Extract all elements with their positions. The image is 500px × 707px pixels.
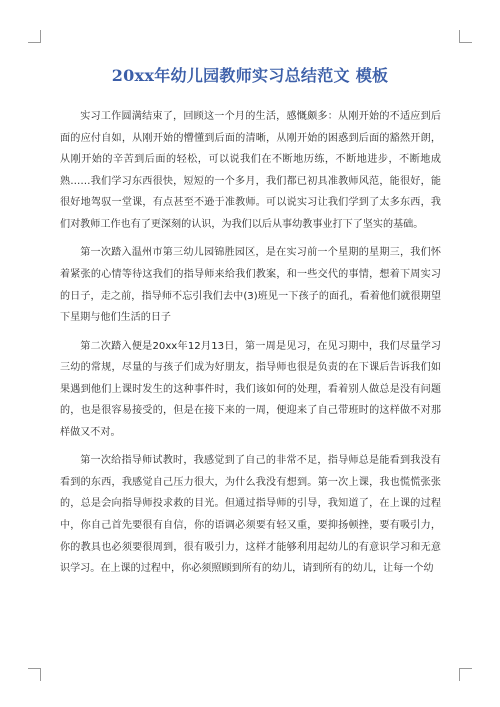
crop-mark-top-left bbox=[28, 30, 41, 43]
paragraph: 实习工作圆满结束了，回顾这一个月的生活，感慨颇多：从刚开始的不适应到后面的应付自如，从刚开始的懵懂到后面的清晰，从刚开始的困惑到后面的豁然开朗，从刚开始的辛苦到后面的轻松，可以说我们在不断地历练，不断地进步，不断地成熟……我们学习东西很快，短短的一个多月，我们都已初具准教师风范，能很好，能很好地驾驭一堂课，有点甚至不逊于准教师。可以说实习让我们学到了太多东西，我们对教师工作也有了更深刻的认识，为我们以后从事幼教事业打下了坚实的基础。 bbox=[60, 111, 441, 230]
paragraph: 第一次给指导师试教时，我感觉到了自己的非常不足，指导师总是能看到我没有看到的东西，我感觉自己压力很大，为什么我没有想到。第一次上课，我也慌慌张张的，总是会向指导师投求救的目光。但通过指导师的引导，我知道了，在上课的过程中，你自己首先要很有自信，你的语调必须要有轻又重，要抑扬顿挫，要有吸引力，你的教具也必须要很周到，很有吸引力，这样才能够利用起幼儿的有意识学习和无意识学习。在上课的过程中，你必须照顾到所有的幼儿，请到所有的幼儿，让每一个幼 bbox=[60, 455, 441, 575]
paragraph: 第一次踏入温州市第三幼儿园锦胜园区，是在实习前一个星期的星期三，我们怀着紧张的心情等待这我们的指导师来给我们教案，和一些交代的事情，想着下周实习的日子，走之前，指导师不忘引我们去中(3)班见一下孩子的面孔，看着他们就很期望下星期与他们生活的日子 bbox=[60, 247, 441, 324]
crop-mark-bottom-left bbox=[28, 668, 41, 681]
document-title: 20xx年幼儿园教师实习总结范文 模板 bbox=[111, 66, 389, 85]
crop-mark-top-right bbox=[459, 30, 472, 43]
document-body bbox=[60, 106, 441, 587]
paragraph: 第二次踏入便是20xx年12月13日，第一周是见习，在见习期中，我们尽量学习三幼的常规，尽量的与孩子们成为好朋友，指导师也很是负责的在下课后告诉我们如果遇到他们上课时发生的这种事件时，我们该如何的处理，看着别人做总是没有问题的，也是很容易接受的，但是在接下来的一周，便迎来了自己带班时的这样做不对那样做又不对。 bbox=[60, 340, 441, 438]
crop-mark-bottom-right bbox=[459, 668, 472, 681]
